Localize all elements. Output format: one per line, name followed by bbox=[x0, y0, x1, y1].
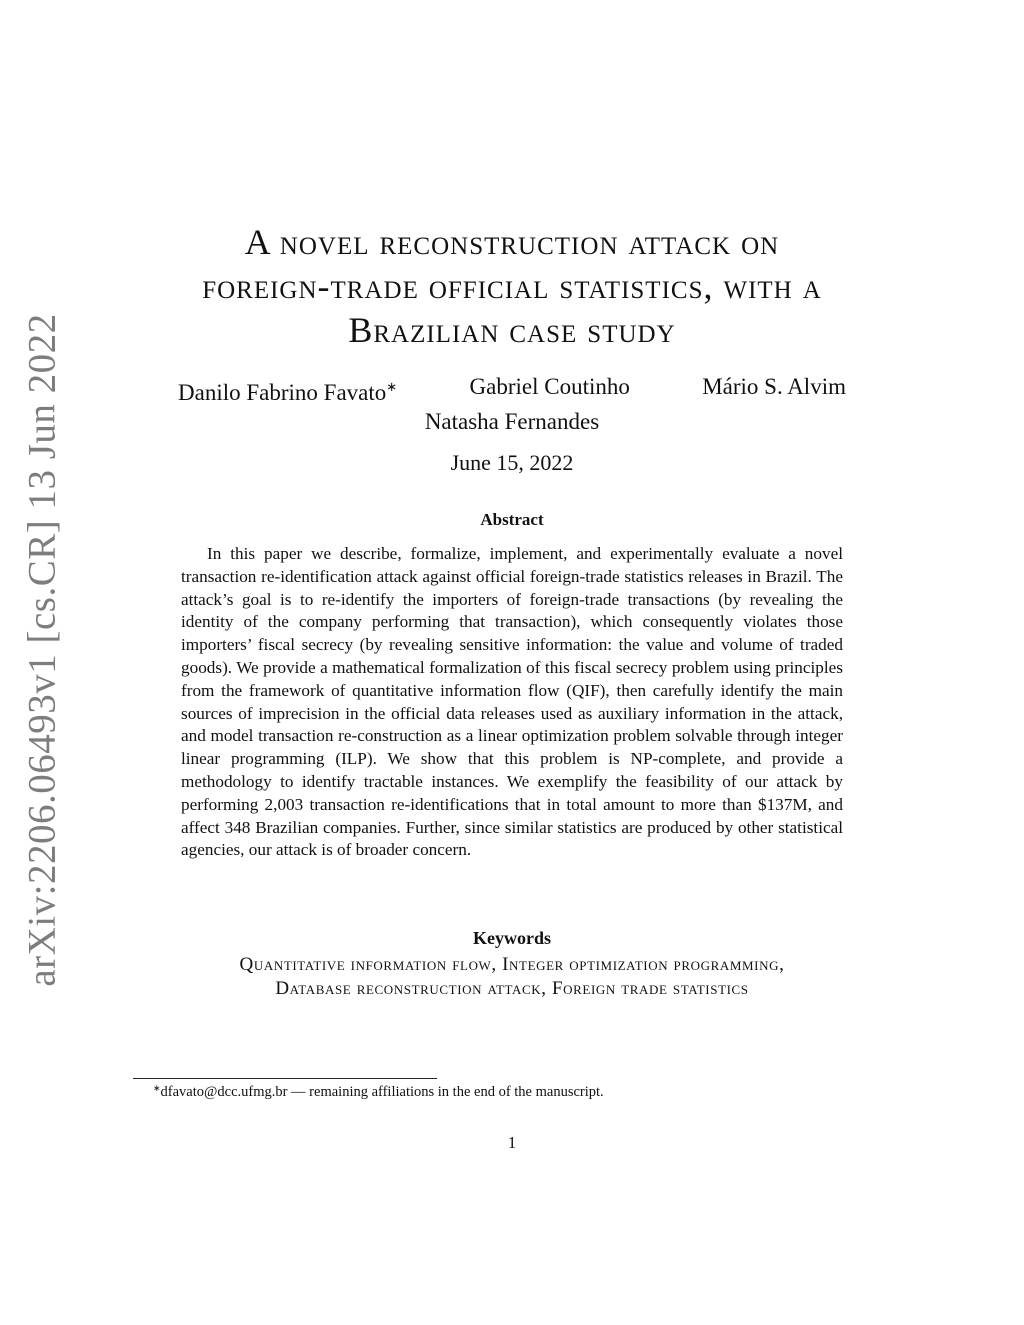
title-line-2: foreign-trade official statistics, with a bbox=[202, 266, 822, 306]
author-favato bbox=[178, 372, 397, 407]
publication-date: June 15, 2022 bbox=[450, 450, 574, 475]
author-footnote-mark: ∗ bbox=[386, 379, 398, 394]
author-alvim: Mário S. Alvim bbox=[702, 374, 846, 399]
paper-title bbox=[120, 220, 904, 352]
footnote-divider bbox=[133, 1078, 437, 1079]
author-row bbox=[160, 372, 864, 407]
footnote bbox=[153, 1083, 604, 1101]
keywords-heading: Keywords bbox=[473, 928, 551, 948]
keywords-line-1: Quantitative information flow, Integer optimization programming, bbox=[239, 954, 785, 975]
abstract-heading: Abstract bbox=[480, 510, 544, 529]
keywords-list bbox=[140, 953, 884, 1001]
keywords-line-2: Database reconstruction attack, Foreign trade statistics bbox=[275, 978, 749, 999]
page-number: 1 bbox=[507, 1133, 517, 1152]
arxiv-identifier-stamp: arXiv:2206.06493v1 [cs.CR] 13 Jun 2022 bbox=[20, 313, 64, 987]
title-line-1: A novel reconstruction attack on bbox=[244, 222, 780, 262]
title-line-3: Brazilian case study bbox=[348, 310, 676, 350]
author-block bbox=[160, 372, 864, 436]
author-fernandes: Natasha Fernandes bbox=[424, 409, 600, 434]
footnote-text: dfavato@dcc.ufmg.br — remaining affiliations in the end of the manuscript. bbox=[160, 1084, 604, 1100]
footnote-mark: ∗ bbox=[153, 1083, 161, 1093]
abstract-text: In this paper we describe, formalize, implement, and experimentally evaluate a novel transaction re-identification attack against official foreign-trade statistics releases in Brazil. The attack’s goal is to re-identify the importers of foreign-trade transactions (by revealing the identity of the company performing that transaction), which consequently violates those importers’ fiscal secrecy (by revealing sensitive information: the value and volume of traded goods). We provide a mathematical formalization of this fiscal secrecy problem using principles from the framework of quantitative information flow (QIF), then carefully identify the main sources of imprecision in the official data releases used as auxiliary information in the attack, and model transaction re-construction as a linear optimization problem solvable through integer linear programming (ILP). We show that this problem is NP-complete, and provide a methodology to identify tractable instances. We exemplify the feasibility of our attack by performing 2,003 transaction re-identifications that in total amount to more than $137M, and affect 348 Brazilian companies. Further, since similar statistics are produced by other statistical agencies, our attack is of broader concern. bbox=[181, 544, 843, 860]
author-coutinho: Gabriel Coutinho bbox=[469, 374, 630, 399]
author-favato-name: Danilo Fabrino Favato bbox=[178, 380, 387, 405]
